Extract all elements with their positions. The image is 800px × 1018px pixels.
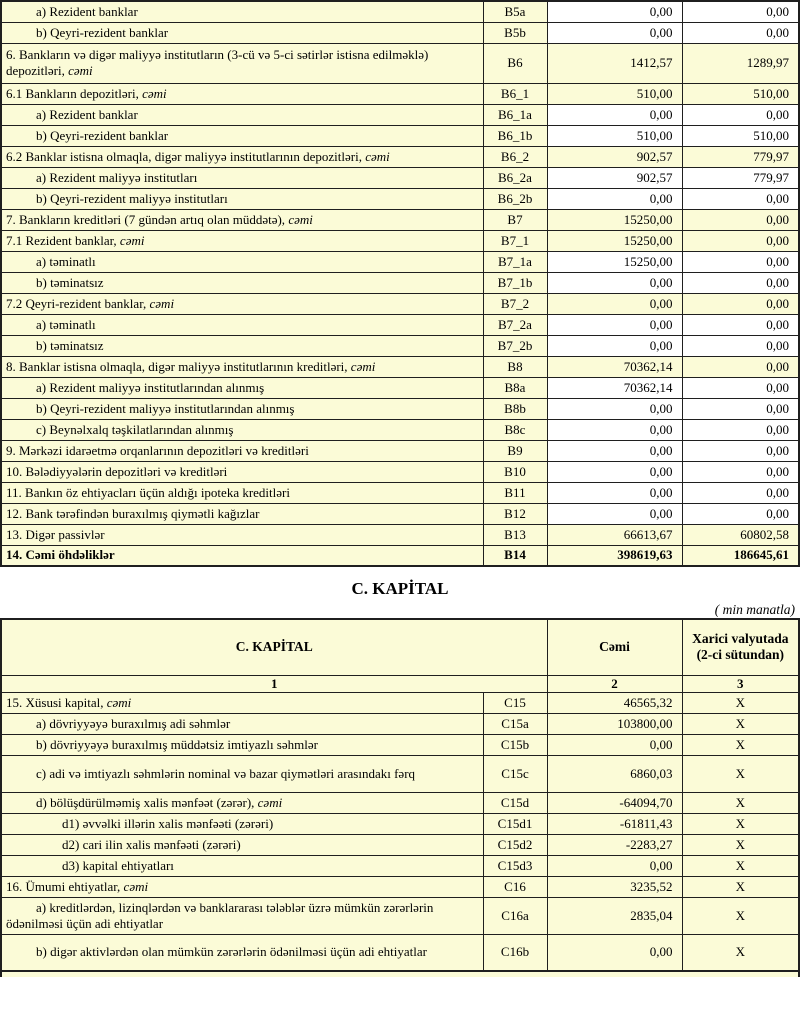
row-description-text: b) digər aktivlərdən olan mümkün zərərlərin ödənilməsi üçün adi ehtiyatlar: [36, 944, 427, 960]
row-code: B6_2a: [483, 167, 547, 188]
row-code: C15d3: [483, 855, 547, 876]
row-code: B13: [483, 524, 547, 545]
row-description-text: a) Rezident maliyyə institutlarından alınmış: [36, 379, 265, 395]
row-description-text: a) təminatlı: [36, 253, 96, 269]
row-foreign-currency-value: 0,00: [682, 461, 799, 482]
capital-section-title: C. KAPİTAL: [351, 579, 449, 598]
row-description: [1, 755, 483, 792]
row-description: [1, 398, 483, 419]
row-foreign-currency-value: X: [682, 855, 799, 876]
row-foreign-currency-value: X: [682, 692, 799, 713]
row-foreign-currency-value: 0,00: [682, 398, 799, 419]
table-row: [1, 167, 799, 188]
table-row: [1, 897, 799, 934]
row-description-text: b) təminatsız: [36, 274, 104, 290]
row-total-value: 15250,00: [547, 230, 682, 251]
row-total-value: 398619,63: [547, 545, 682, 566]
row-description: [1, 230, 483, 251]
row-description: [1, 461, 483, 482]
row-description-text: 14. Cəmi öhdəliklər: [6, 547, 115, 563]
row-description-italic-suffix: cəmi: [142, 85, 167, 101]
row-description: [1, 440, 483, 461]
row-code: B7_2a: [483, 314, 547, 335]
row-description-text: 6.1 Bankların depozitləri,: [6, 85, 143, 101]
row-total-value: 0,00: [547, 461, 682, 482]
row-code: B11: [483, 482, 547, 503]
row-description: [1, 22, 483, 43]
row-total-value: 902,57: [547, 167, 682, 188]
next-row-sliver: [0, 972, 800, 977]
table-row: [1, 125, 799, 146]
row-description-italic-suffix: cəmi: [350, 358, 376, 374]
table-row: [1, 524, 799, 545]
row-total-value: 0,00: [547, 934, 682, 971]
table-row: [1, 834, 799, 855]
row-description-text: 11. Bankın öz ehtiyacları üçün aldığı ipoteka kreditləri: [6, 484, 290, 500]
row-foreign-currency-value: 0,00: [682, 293, 799, 314]
row-total-value: 15250,00: [547, 251, 682, 272]
row-description-text: b) Qeyri-rezident maliyyə institutlarından alınmış: [36, 400, 295, 416]
table-row: [1, 545, 799, 566]
capital-header-foreign: Xarici valyutada (2-ci sütundan): [682, 619, 799, 675]
row-description-text: c) Beynəlxalq təşkilatlarından alınmış: [36, 421, 234, 437]
row-total-value: 0,00: [547, 440, 682, 461]
row-foreign-currency-value: 779,97: [682, 167, 799, 188]
row-description: [1, 335, 483, 356]
row-description-text: 7. Bankların kreditləri (7 gündən artıq olan müddətə),: [6, 211, 289, 227]
table-row: [1, 230, 799, 251]
row-description: [1, 524, 483, 545]
row-code: C15b: [483, 734, 547, 755]
row-total-value: 6860,03: [547, 755, 682, 792]
row-foreign-currency-value: X: [682, 934, 799, 971]
table-row: [1, 83, 799, 104]
row-foreign-currency-value: 0,00: [682, 377, 799, 398]
row-foreign-currency-value: 0,00: [682, 104, 799, 125]
row-foreign-currency-value: 0,00: [682, 251, 799, 272]
row-description: [1, 734, 483, 755]
table-row: [1, 876, 799, 897]
row-description: [1, 813, 483, 834]
row-description: [1, 503, 483, 524]
row-code: B6_1a: [483, 104, 547, 125]
row-code: C15c: [483, 755, 547, 792]
row-code: B12: [483, 503, 547, 524]
row-foreign-currency-value: 60802,58: [682, 524, 799, 545]
row-description: [1, 713, 483, 734]
row-total-value: 66613,67: [547, 524, 682, 545]
row-total-value: 46565,32: [547, 692, 682, 713]
row-foreign-currency-value: 1289,97: [682, 43, 799, 83]
row-code: B5a: [483, 1, 547, 22]
row-foreign-currency-value: 0,00: [682, 440, 799, 461]
capital-header-row: [1, 619, 799, 675]
row-total-value: 902,57: [547, 146, 682, 167]
row-description-text: 10. Bələdiyyələrin depozitləri və kreditləri: [6, 463, 228, 479]
row-description: [1, 792, 483, 813]
row-foreign-currency-value: 0,00: [682, 503, 799, 524]
row-description-text: 7.2 Qeyri-rezident banklar,: [6, 295, 150, 311]
capital-table: [0, 618, 800, 972]
capital-header-title: C. KAPİTAL: [1, 619, 547, 675]
table-row: [1, 855, 799, 876]
row-description-text: d2) cari ilin xalis mənfəəti (zərəri): [62, 836, 241, 852]
row-total-value: 0,00: [547, 503, 682, 524]
row-foreign-currency-value: 0,00: [682, 230, 799, 251]
row-description-italic-suffix: cəmi: [257, 794, 283, 810]
row-code: C16b: [483, 934, 547, 971]
row-foreign-currency-value: X: [682, 876, 799, 897]
column-number-3: 3: [682, 675, 799, 692]
table-row: [1, 813, 799, 834]
row-description: [1, 43, 483, 83]
row-foreign-currency-value: 0,00: [682, 335, 799, 356]
column-number-1: 1: [1, 675, 547, 692]
row-code: B7_2: [483, 293, 547, 314]
table-row: [1, 356, 799, 377]
row-description-text: b) Qeyri-rezident banklar: [36, 127, 169, 143]
row-foreign-currency-value: 0,00: [682, 419, 799, 440]
capital-header-total: Cəmi: [547, 619, 682, 675]
row-code: B6_1b: [483, 125, 547, 146]
row-total-value: 0,00: [547, 335, 682, 356]
row-description: [1, 482, 483, 503]
row-description-text: a) Rezident banklar: [36, 3, 138, 19]
table-row: [1, 792, 799, 813]
row-description: [1, 314, 483, 335]
row-foreign-currency-value: X: [682, 755, 799, 792]
row-code: B8a: [483, 377, 547, 398]
table-row: [1, 335, 799, 356]
row-description-text: 6.2 Banklar istisna olmaqla, digər maliyyə institutlarının depozitləri,: [6, 148, 366, 164]
row-code: B8b: [483, 398, 547, 419]
row-total-value: 0,00: [547, 22, 682, 43]
row-description: [1, 125, 483, 146]
row-description-text: d) bölüşdürülməmiş xalis mənfəət (zərər),: [36, 794, 258, 810]
table-row: [1, 482, 799, 503]
row-total-value: -2283,27: [547, 834, 682, 855]
row-description-italic-suffix: cəmi: [68, 63, 93, 78]
row-code: B7_2b: [483, 335, 547, 356]
row-foreign-currency-value: 0,00: [682, 272, 799, 293]
row-code: B10: [483, 461, 547, 482]
column-numbering-row: [1, 675, 799, 692]
row-total-value: 0,00: [547, 855, 682, 876]
table-row: [1, 419, 799, 440]
row-total-value: 0,00: [547, 398, 682, 419]
row-description-italic-suffix: cəmi: [119, 232, 145, 248]
row-foreign-currency-value: 0,00: [682, 356, 799, 377]
row-description-text: 16. Ümumi ehtiyatlar,: [6, 878, 124, 894]
row-description-text: a) dövriyyəyə buraxılmış adi səhmlər: [36, 715, 231, 731]
row-code: B9: [483, 440, 547, 461]
row-code: C15d1: [483, 813, 547, 834]
row-description-text: 15. Xüsusi kapital,: [6, 694, 107, 710]
row-description: [1, 377, 483, 398]
row-description: [1, 692, 483, 713]
row-description-text: a) kreditlərdən, lizinqlərdən və banklararası tələblər üzrə mümkün zərərlərin ödənilməsi üçün adi ehtiyatlar: [6, 899, 434, 931]
row-foreign-currency-value: X: [682, 734, 799, 755]
row-description-text: c) adi və imtiyazlı səhmlərin nominal və bazar qiymətləri arasındakı fərq: [36, 765, 416, 781]
table-row: [1, 293, 799, 314]
row-foreign-currency-value: X: [682, 792, 799, 813]
row-description: [1, 293, 483, 314]
table-row: [1, 22, 799, 43]
row-total-value: 510,00: [547, 83, 682, 104]
row-foreign-currency-value: 510,00: [682, 83, 799, 104]
row-total-value: 510,00: [547, 125, 682, 146]
row-description: [1, 104, 483, 125]
row-total-value: 0,00: [547, 104, 682, 125]
row-foreign-currency-value: X: [682, 897, 799, 934]
row-description-italic-suffix: cəmi: [123, 878, 149, 894]
row-description: [1, 272, 483, 293]
row-code: C15: [483, 692, 547, 713]
row-total-value: 1412,57: [547, 43, 682, 83]
row-description: [1, 356, 483, 377]
row-description: [1, 897, 483, 934]
row-description-text: 9. Mərkəzi idarəetmə orqanlarının depozitləri və kreditləri: [6, 442, 309, 458]
row-foreign-currency-value: 0,00: [682, 209, 799, 230]
table-row: [1, 398, 799, 419]
row-foreign-currency-value: 186645,61: [682, 545, 799, 566]
row-total-value: 0,00: [547, 1, 682, 22]
table-row: [1, 188, 799, 209]
row-foreign-currency-value: X: [682, 834, 799, 855]
row-description: [1, 83, 483, 104]
table-row: [1, 1, 799, 22]
row-description-text: b) Qeyri-rezident maliyyə institutları: [36, 190, 228, 206]
row-code: C15d: [483, 792, 547, 813]
row-description: [1, 876, 483, 897]
row-total-value: 103800,00: [547, 713, 682, 734]
row-description-text: 12. Bank tərəfindən buraxılmış qiymətli kağızlar: [6, 505, 260, 521]
table-row: [1, 209, 799, 230]
row-total-value: 0,00: [547, 419, 682, 440]
row-description-text: 8. Banklar istisna olmaqla, digər maliyyə institutlarının kreditləri,: [6, 358, 351, 374]
row-total-value: 0,00: [547, 314, 682, 335]
row-total-value: -64094,70: [547, 792, 682, 813]
row-total-value: 0,00: [547, 188, 682, 209]
row-foreign-currency-value: 779,97: [682, 146, 799, 167]
table-row: [1, 314, 799, 335]
row-foreign-currency-value: 0,00: [682, 188, 799, 209]
row-description: [1, 855, 483, 876]
row-code: B7: [483, 209, 547, 230]
row-total-value: 70362,14: [547, 356, 682, 377]
row-description: [1, 834, 483, 855]
row-total-value: 0,00: [547, 482, 682, 503]
row-code: B14: [483, 545, 547, 566]
row-foreign-currency-value: X: [682, 713, 799, 734]
column-number-2: 2: [547, 675, 682, 692]
row-description: [1, 545, 483, 566]
row-code: C15d2: [483, 834, 547, 855]
row-description-text: a) Rezident maliyyə institutları: [36, 169, 198, 185]
row-code: B6_2b: [483, 188, 547, 209]
row-total-value: 3235,52: [547, 876, 682, 897]
table-row: [1, 461, 799, 482]
row-description: [1, 419, 483, 440]
row-description-text: 13. Digər passivlər: [6, 526, 105, 542]
table-row: [1, 251, 799, 272]
row-description-text: a) Rezident banklar: [36, 106, 138, 122]
row-code: B8: [483, 356, 547, 377]
row-code: B7_1b: [483, 272, 547, 293]
row-foreign-currency-value: 510,00: [682, 125, 799, 146]
row-foreign-currency-value: X: [682, 813, 799, 834]
row-total-value: 70362,14: [547, 377, 682, 398]
row-code: B7_1a: [483, 251, 547, 272]
row-foreign-currency-value: 0,00: [682, 22, 799, 43]
row-total-value: -61811,43: [547, 813, 682, 834]
row-description-text: b) dövriyyəyə buraxılmış müddətsiz imtiyazlı səhmlər: [36, 736, 318, 752]
row-total-value: 15250,00: [547, 209, 682, 230]
row-description: [1, 934, 483, 971]
row-description-italic-suffix: cəmi: [106, 694, 132, 710]
row-description-text: b) Qeyri-rezident banklar: [36, 24, 169, 40]
row-description: [1, 209, 483, 230]
row-description-italic-suffix: cəmi: [365, 148, 390, 164]
row-foreign-currency-value: 0,00: [682, 482, 799, 503]
table-row: [1, 377, 799, 398]
row-code: C15a: [483, 713, 547, 734]
table-row: [1, 272, 799, 293]
row-description-text: d3) kapital ehtiyatları: [62, 857, 174, 873]
row-foreign-currency-value: 0,00: [682, 1, 799, 22]
unit-note: ( min manatla): [714, 602, 795, 617]
table-row: [1, 692, 799, 713]
row-description-text: 7.1 Rezident banklar,: [6, 232, 120, 248]
row-code: B6_2: [483, 146, 547, 167]
row-description-text: a) təminatlı: [36, 316, 96, 332]
row-code: B8c: [483, 419, 547, 440]
row-total-value: 0,00: [547, 272, 682, 293]
row-foreign-currency-value: 0,00: [682, 314, 799, 335]
table-row: [1, 755, 799, 792]
row-total-value: 2835,04: [547, 897, 682, 934]
table-row: [1, 503, 799, 524]
row-description: [1, 188, 483, 209]
row-description-text: b) təminatsız: [36, 337, 104, 353]
row-code: B6: [483, 43, 547, 83]
row-description-text: d1) əvvəlki illərin xalis mənfəəti (zərəri): [62, 815, 274, 831]
row-code: B6_1: [483, 83, 547, 104]
table-row: [1, 934, 799, 971]
table-row: [1, 440, 799, 461]
row-description-text: 6. Bankların və digər maliyyə institutların (3-cü və 5-ci sətirlər istisna edilməklə) depozitləri,: [6, 47, 429, 78]
row-total-value: 0,00: [547, 734, 682, 755]
row-description-italic-suffix: cəmi: [149, 295, 175, 311]
row-description: [1, 146, 483, 167]
row-description: [1, 167, 483, 188]
row-description: [1, 251, 483, 272]
table-row: [1, 146, 799, 167]
table-row: [1, 734, 799, 755]
table-row: [1, 43, 799, 83]
row-total-value: 0,00: [547, 293, 682, 314]
table-row: [1, 104, 799, 125]
row-description-italic-suffix: cəmi: [288, 211, 313, 227]
row-code: C16a: [483, 897, 547, 934]
row-description: [1, 1, 483, 22]
row-code: B7_1: [483, 230, 547, 251]
row-code: B5b: [483, 22, 547, 43]
table-row: [1, 713, 799, 734]
row-code: C16: [483, 876, 547, 897]
